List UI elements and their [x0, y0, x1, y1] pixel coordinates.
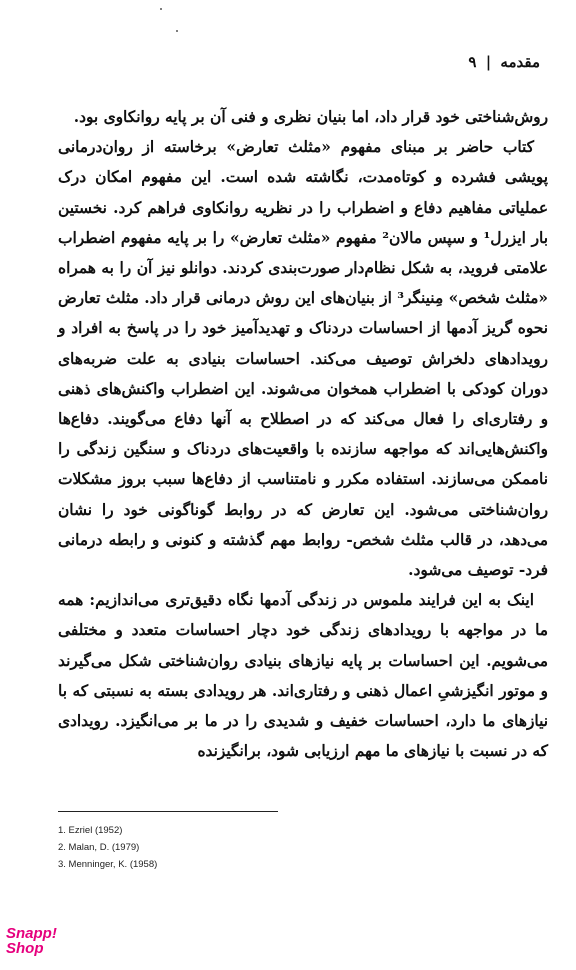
watermark-line: Snapp! — [6, 925, 57, 942]
header-separator: | — [485, 53, 492, 71]
paragraph: کتاب حاضر بر مبنای مفهوم «مثلث تعارض» برخاسته از روان‌درمانی پویشی فشرده و کوتاه‌مدت، نگاشته شده است. این مفهوم امکان درک عملیاتی مفاهیم دفاع و اضطراب را در نظریه روانکاوی فراهم کرد. نخستین بار ایزرل¹ و سپس مالان² مفهوم «مثلث تعارض» را بر پایه مفهوم اضطراب علامتی فروید، به شکل نظام‌دار صورت‌بندی کردند. دوانلو نیز آن را به همراه «مثلث شخص» مِنینگر³ از بنیان‌های این روش درمانی قرار داد. مثلث تعارض نحوه گریز آدمها از احساسات دردناک و تهدیدآمیز خود را در پاسخ به افراد و رویدادهای دلخراش توصیف می‌کند. احساسات بنیادی به علت ضربه‌های دوران کودکی با اضطراب همخوان می‌شوند. این اضطراب واکنش‌های ذهنی و رفتاری‌ای را فعال می‌کند که در اصطلاح به آنها دفاع می‌گویند. دفاع‌ها واکنش‌هایی‌اند که مواجهه سازنده با واقعیت‌های دردناک و سنگین زندگی را ناممکن می‌سازند. استفاده مکرر و نامتناسب از دفاع‌ها سبب بروز مشکلات روان‌شناختی می‌شود. این تعارض که در روابط گوناگونی خود را نشان می‌دهد، در قالب مثلث شخص- روابط مهم گذشته و کنونی و رابطه درمانی فرد- توصیف می‌شود. — [58, 138, 549, 580]
body-text — [58, 102, 548, 766]
footnote-divider — [58, 811, 278, 812]
scan-speck — [160, 8, 162, 10]
footnote-item: 3. Menninger, K. (1958) — [58, 859, 158, 870]
footnote-item: 1. Ezriel (1952) — [58, 825, 123, 836]
watermark-line: Shop — [6, 940, 44, 957]
running-header — [370, 52, 540, 72]
scan-speck — [176, 30, 178, 32]
page-number: ۹ — [468, 53, 477, 71]
paragraph: روش‌شناختی خود قرار داد، اما بنیان نظری و فنی آن بر پایه روانکاوی بود. — [73, 108, 548, 126]
paragraph: اینک به این فرایند ملموس در زندگی آدمها نگاه دقیق‌تری می‌اندازیم: همه ما در مواجهه با رویدادهای زندگی خود دچار احساسات متعدد و مختلفی می‌شویم. این احساسات بر پایه نیازهای بنیادی روان‌شناختی شکل می‌گیرند و موتور انگیزشیِ اعمال ذهنی و رفتاری‌اند. هر رویدادی بسته به نسبتی که با نیازهای ما دارد، احساسات خفیف و شدیدی را در ما بر می‌انگیزد. رویدادی که در نسبت با نیازهای ما مهم ارزیابی شود، برانگیزنده — [58, 591, 548, 761]
footnote-item: 2. Malan, D. (1979) — [58, 842, 140, 853]
snappshop-watermark-logo — [6, 926, 86, 956]
chapter-title: مقدمه — [500, 53, 540, 71]
footnotes — [58, 822, 358, 873]
